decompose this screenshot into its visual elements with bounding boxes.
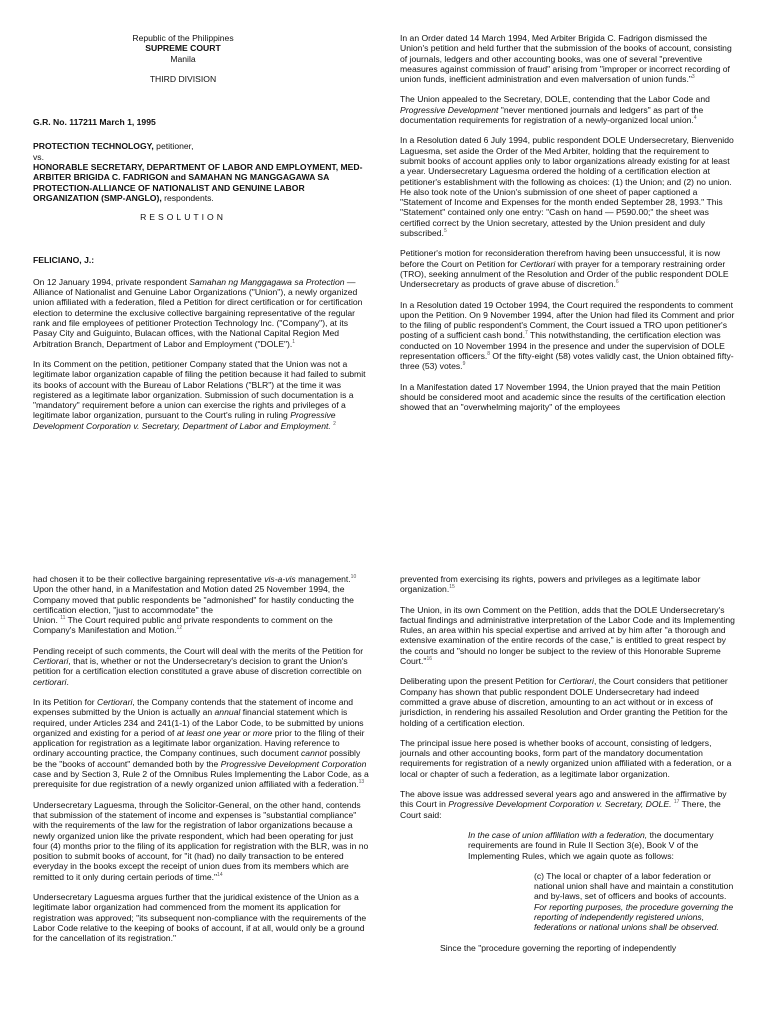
page2-right-column <box>400 574 736 963</box>
document-type: RESOLUTION <box>140 212 226 223</box>
nested-block-quote: (c) The local or chapter of a labor federation or national union shall have and maintain a constitution and by-laws, set of officers and books of accounts. For reporting purposes, the procedure governing the reporting of independently registered unions, federations or national unions shall be observed. <box>534 870 734 933</box>
footnote-ref[interactable]: 7 <box>525 330 528 337</box>
footnote-ref[interactable]: 1 <box>292 338 296 345</box>
footnote-ref[interactable]: 14 <box>217 871 223 878</box>
paragraph: In a Manifestation dated 17 November 1994, the Union prayed that the main Petition should be considered moot and academic since the results of the certification election showed that an "overwhelming majority" of the employees <box>400 381 726 413</box>
paragraph: In a Resolution dated 19 October 1994, the Court required the respondents to comment upon the Petition. On 9 November 1994, after the Union had filed its Comment and prior to the filing of public respondent's Comment, the Court issued a TRO upon petitioner's posting of a sufficient cash bond.$^7$ This notwithstanding, the certification election was conducted on 10 November 1994 in the presence and under the supervision of DOLE representation officers.$^8$ Of the fifty-eight (58) votes validly cast, the Union obtained fifty-three (53) votes.$^9$ <box>400 299 735 372</box>
footnote-ref[interactable]: 13 <box>358 779 365 786</box>
case-number: G.R. No. 117211 March 1, 1995 <box>33 117 156 128</box>
paragraph: Pending receipt of such comments, the Court will deal with the merits of the Petition for Certiorari, that is, whether or not the Undersecretary's decision to grant the Union's petition for a certification election constituted a grave abuse of discretion correctible on certiorari. <box>33 645 364 687</box>
paragraph: In its Petition for Certiorari, the Company contends that the statement of income and expenses submitted by the Union is actually an annual financial statement which is required, under Articles 234 and 241(1-1) of the Labor Code, to be submitted by unions organized and existing for a period of at least one year or more prior to the filing of their application for registration as a legitimate labor organization. Having reference to ordinary accounting practice, the Company continues, such document cannot possibly be the "books of account" demanded both by the Progressive Development Corporation case and by Section 3, Rule 2 of the Omnibus Rules Implementing the Labor Code, as a prerequisite for due registration of a newly organized union affiliated with a federation.$^{13}$ <box>33 696 369 790</box>
page1-left-column <box>33 33 369 441</box>
footnote-ref[interactable]: 4 <box>693 115 697 122</box>
paragraph: On 12 January 1994, private respondent Samahan ng Manggagawa sa Protection — Alliance of Nationalist and Genuine Labor Organizations ("Union"), a newly organized union affiliated with a federation, filed a Petition for direct certification or for certification election to determine the exclusive collective bargaining representative of the regular rank and file employees of petitioner Protection Technology Inc. ("Company"), at its Pasay City and Guiguinto, Bulacan offices, with the National Capital Region Med Arbitration Branch, Department of Labor and Employment ("DOLE").$^1$ <box>33 276 363 349</box>
paragraph: Undersecretary Laguesma argues further that the juridical existence of the Union as a legitimate labor organization had commenced from the moment its application for registration was approved; "its subsequent non-compliance with the requirements of the Labor Code relative to the keeping of books of account, if at all, would only be a ground for the cancellation of its registration." <box>33 892 367 944</box>
paragraph: The above issue was addressed several years ago and answered in the affirmative by this Court in Progressive Development Corporation v. Secretary, DOLE. $^{17}$ There, the Court said: <box>400 789 727 820</box>
footnote-ref[interactable]: 2 <box>333 420 336 427</box>
block-quote: In the case of union affiliation with a federation, the documentary requirements are found in Rule II Section 3(e), Book V of the Implementing Rules, which we again quote as follows: <box>468 829 714 861</box>
court-header <box>83 33 283 84</box>
page1-right-column <box>400 33 736 423</box>
footnote-ref[interactable]: 15 <box>449 584 455 591</box>
case-parties <box>33 141 369 203</box>
paragraph: The Union, in its own Comment on the Petition, adds that the DOLE Undersecretary's factual findings and administrative interpretation of the Labor Code and its Implementing Rules, an area within his special expertise and arrived at by him after "a thorough and extensive examination of the entire records of the case," is entitled to great respect by the courts and "should no longer be subject to the review of this Honorable Supreme Court."$^{16}$ <box>400 604 735 667</box>
footnote-ref[interactable]: 12 <box>176 625 183 632</box>
paragraph: Undersecretary Laguesma, through the Solicitor-General, on the other hand, contends that submission of the statement of income and expenses is "substantial compliance" with the requirements of the law for the registration of labor organizations because a newly organized union like the private respondent, which had been operating for just four (4) months prior to the filing of its application for registration with the BLR, was in no position to submit books of account, for "it (had) no daily transaction to be entered everyday in the books except the receipt of union dues from its members which are remitted to it only during certain periods of time."$^{14}$ <box>33 799 369 882</box>
footnote-ref[interactable]: 3 <box>691 74 695 81</box>
footnote-ref[interactable]: 10 <box>350 574 357 581</box>
footnote-ref[interactable]: 6 <box>615 279 619 286</box>
respondents-role: respondents. <box>161 192 214 203</box>
paragraph: In a Resolution dated 6 July 1994, public respondent DOLE Undersecretary, Bienvenido Laguesma, set aside the Order of the Med Arbiter, holding that the requirement to submit books of account applies only to labor organizations already existing for at least a year. Undersecretary Laguesma ordered the holding of a certification election at petitioner's establishment with the following as choices: (1) the Union; and (2) no union. He also took note of the Union's submission of one sheet of paper captioned a "Statement of Income and Expenses for the month ended September 28, 1993." This "Statement" contained only one entry: "Cash on hand — P590.00;" the sheet was certified correct by the Union secretary, attested by the Union president and duly subscribed.$^5$ <box>400 135 734 239</box>
footnote-ref[interactable]: 11 <box>60 615 66 622</box>
paragraph: In its Comment on the petition, petitioner Company stated that the Union was not a legitimate labor organization capable of filing the petition because it had failed to submit its books of account with the Bureau of Labor Relations ("BLR") at the time it was registered as a legitimate labor organization. Submission of such documentation is a "mandatory" requirement before a union can exercise the rights and privileges of a legitimate labor organization, pursuant to the Court's ruling in ruling Progressive Development Corporation v. Secretary, Department of Labor and Employment. $^2$ <box>33 358 366 431</box>
header-division: THIRD DIVISION <box>149 73 217 84</box>
footnote-ref[interactable]: 5 <box>443 228 447 235</box>
respondents-line <box>33 162 369 203</box>
paragraph: In an Order dated 14 March 1994, Med Arbiter Brigida C. Fadrigon dismissed the Union's petition and held further that the submission of the books of account, consisting of journals, ledgers and other accounting books, was one of several "preventive measures against commission of fraud" arising from "improper or incorrect recording of union funds, inefficient administration and even malversation of union funds."$^3$ <box>400 33 732 85</box>
paragraph: The principal issue here posed is whether books of account, consisting of ledgers, journals and other accounting books, form part of the mandatory documentation requirements for registration of a newly organized union affiliated with a federation, or a local or chapter of such a federation, as a legitimate labor organization. <box>400 737 732 779</box>
page2-left-column <box>33 574 369 954</box>
ponente: FELICIANO, J.: <box>33 254 95 265</box>
footnote-ref[interactable]: 17 <box>673 799 680 806</box>
versus: vs. <box>33 151 44 162</box>
footnote-ref[interactable]: 16 <box>426 656 433 663</box>
header-supreme-court: SUPREME COURT <box>145 43 221 54</box>
paragraph: The Union appealed to the Secretary, DOLE, contending that the Labor Code and Progressive Development "never mentioned journals and ledgers" as part of the documentation requirements for registration of a newly-organized local union.$^4$ <box>400 94 710 126</box>
header-republic: Republic of the Philippines <box>132 33 234 43</box>
footnote-ref[interactable]: 8 <box>487 351 491 358</box>
paragraph: Since the "procedure governing the reporting of independently <box>440 942 677 953</box>
petitioner-role: petitioner, <box>153 141 194 152</box>
respondents-names: HONORABLE SECRETARY, DEPARTMENT OF LABOR AND EMPLOYMENT, MED-ARBITER BRIGIDA C. FADRIGON and SAMAHAN NG MANGGAGAWA SA PROTECTION-ALLIANCE OF NATIONALIST AND GENUINE LABOR ORGANIZATION (SMP-ANGLO), <box>33 162 363 203</box>
petitioner-line <box>33 141 369 151</box>
paragraph: prevented from exercising its rights, powers and privileges as a legitimate labor organization.$^{15}$ <box>400 574 701 595</box>
petitioner-name: PROTECTION TECHNOLOGY, <box>33 141 154 152</box>
footnote-ref[interactable]: 9 <box>462 361 466 368</box>
header-manila: Manila <box>170 53 196 64</box>
paragraph: Petitioner's motion for reconsideration therefrom having been unsuccessful, it is now before the Court on Petition for Certiorari with prayer for a temporary restraining order (TRO), seeking annulment of the Resolution and Order of the public respondent DOLE Undersecretary as products of grave abuse of discretion.$^6$ <box>400 248 729 290</box>
paragraph: had chosen it to be their collective bargaining representative vis-a-vis management.$^{10}$ Upon the other hand, in a Manifestation and Motion dated 25 November 1994, the Company moved that public respondents be "admonished" for hastily conducting the certification election, "just to accommodate" the Union. $^{11}$ The Court required public and private respondents to comment on the Company's Manifestation and Motion.$^{12}$ <box>33 574 357 636</box>
paragraph: Deliberating upon the present Petition for Certiorari, the Court considers that petitioner Company has shown that public respondent DOLE Undersecretary had indeed committed a grave abuse of discretion, amounting to an act without or in excess of jurisdiction, in rendering his assailed Resolution and Order granting the Petition for the holding of a certification election. <box>400 676 728 728</box>
